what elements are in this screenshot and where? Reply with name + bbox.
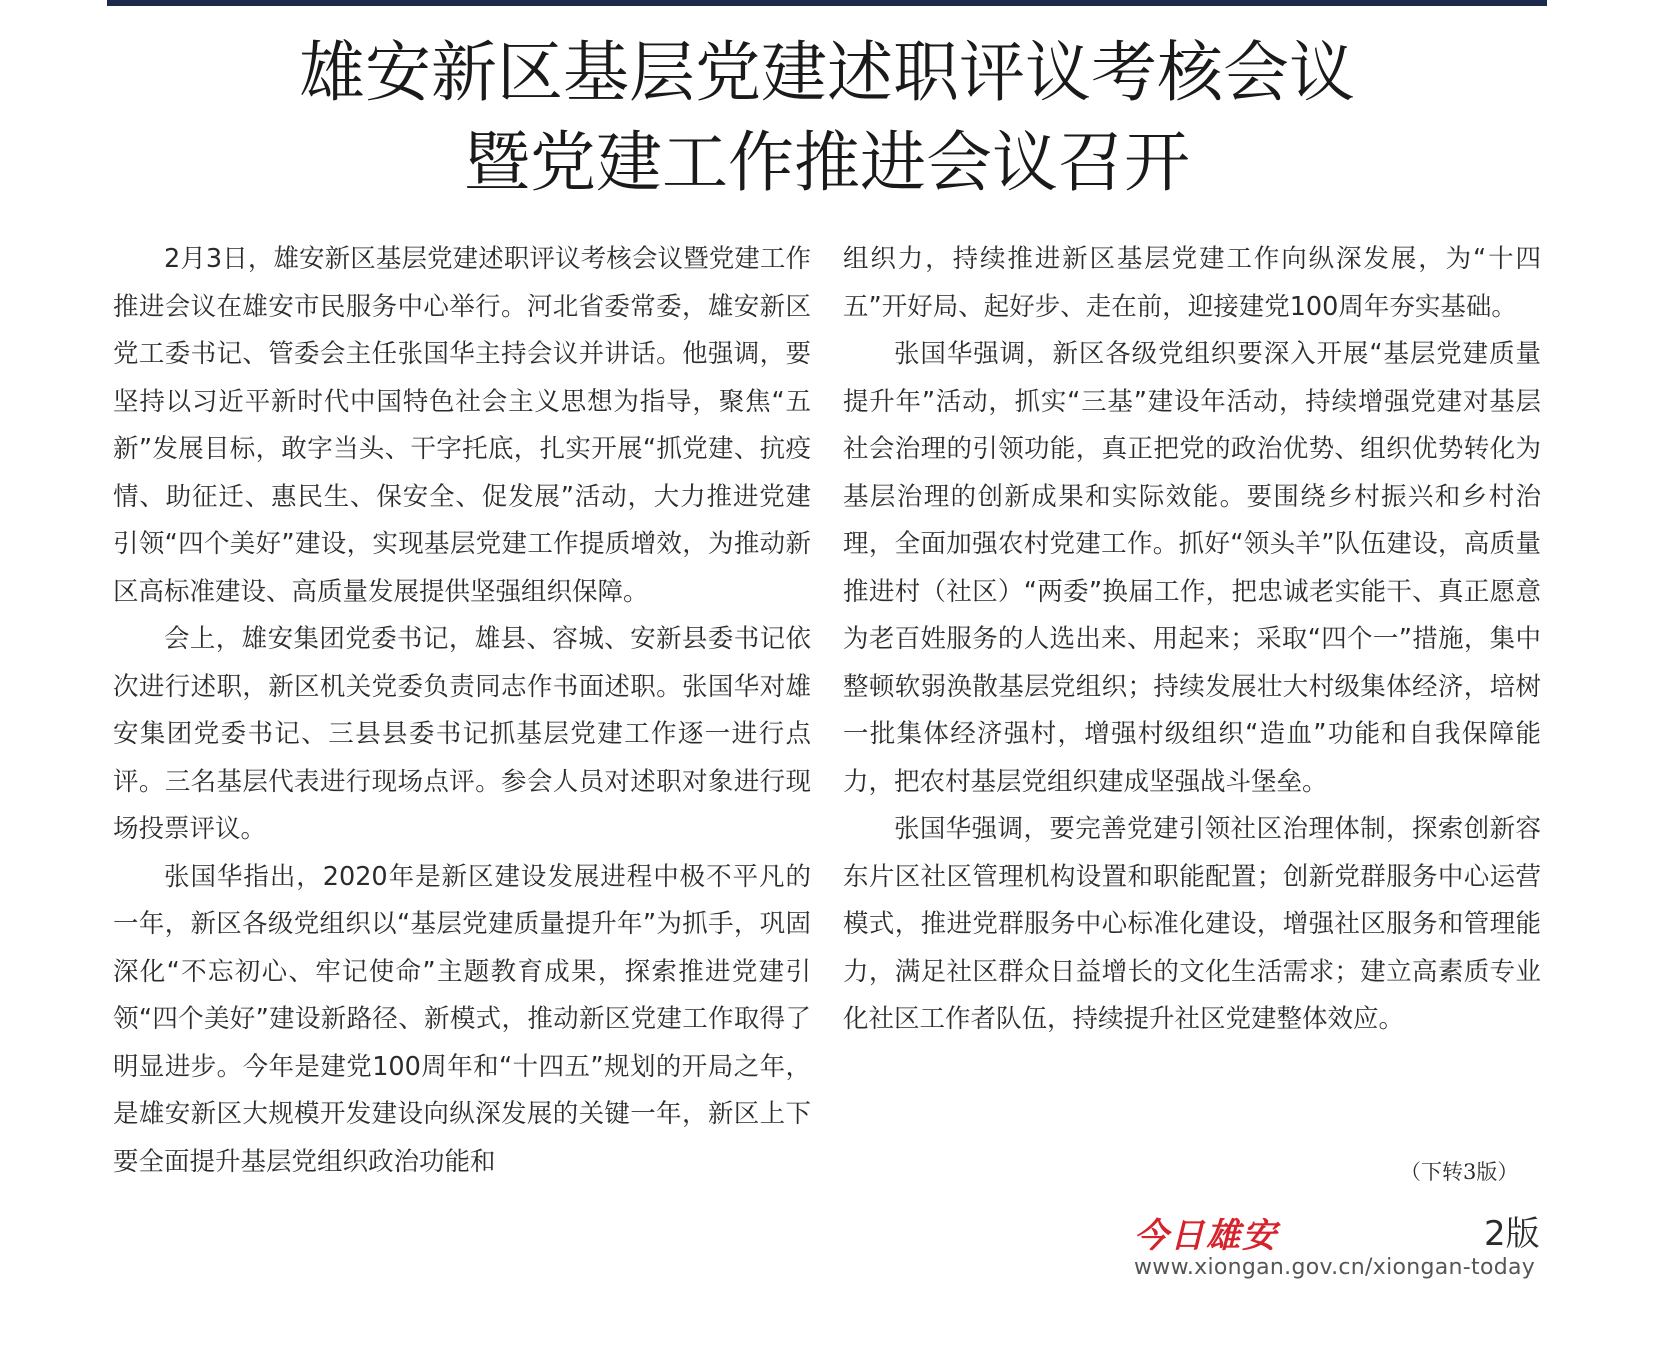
article-column-left [113,236,811,1186]
top-border-bar [107,0,1547,6]
paragraph-4: 张国华强调，新区各级党组织要深入开展“基层党建质量提升年”活动，抓实“三基”建设年活动，持续增强党建对基层社会治理的引领功能，真正把党的政治优势、组织优势转化为基层治理的创新成果和实际效能。要围绕乡村振兴和乡村治理，全面加强农村党建工作。抓好“领头羊”队伍建设，高质量推进村（社区）“两委”换届工作，把忠诚老实能干、真正愿意为老百姓服务的人选出来、用起来；采取“四个一”措施，集中整顿软弱涣散基层党组织；持续发展壮大村级集体经济，培树一批集体经济强村，增强村级组织“造血”功能和自我保障能力，把农村基层党组织建成坚强战斗堡垒。 [843,339,1541,797]
newspaper-masthead-logo: 今日雄安 [1134,1216,1278,1256]
paragraph-2: 会上，雄安集团党委书记，雄县、容城、安新县委书记依次进行述职，新区机关党委负责同志作书面述职。张国华对雄安集团党委书记、三县县委书记抓基层党建工作逐一进行点评。三名基层代表进行现场点评。参会人员对述职对象进行现场投票评议。 [113,624,811,844]
page-number: 2版 [1484,1214,1540,1254]
paragraph-1: 2月3日，雄安新区基层党建述职评议考核会议暨党建工作推进会议在雄安市民服务中心举行。河北省委常委，雄安新区党工委书记、管委会主任张国华主持会议并讲话。他强调，要坚持以习近平新时代中国特色社会主义思想为指导，聚焦“五新”发展目标，敢字当头、干字托底，扎实开展“抓党建、抗疫情、助征迁、惠民生、保安全、促发展”活动，大力推进党建引领“四个美好”建设，实现基层党建工作提质增效，为推动新区高标准建设、高质量发展提供坚强组织保障。 [113,244,811,607]
headline-line-2: 暨党建工作推进会议召开 [464,124,1190,201]
paragraph-3-continued: 组织力，持续推进新区基层党建工作向纵深发展，为“十四五”开好局、起好步、走在前，迎接建党100周年夯实基础。 [843,244,1541,322]
article-headline [107,28,1547,208]
paragraph-5: 张国华强调，要完善党建引领社区治理体制，探索创新容东片区社区管理机构设置和职能配置；创新党群服务中心运营模式，推进党群服务中心标准化建设，增强社区服务和管理能力，满足社区群众日益增长的文化生活需求；建立高素质专业化社区工作者队伍，持续提升社区党建整体效应。 [843,814,1541,1034]
continued-on-page-note: （下转3版） [1400,1160,1519,1184]
article-column-right [843,236,1541,1044]
headline-line-1: 雄安新区基层党建述职评议考核会议 [299,34,1355,111]
website-url: www.xiongan.gov.cn/xiongan-today [1134,1255,1536,1280]
paragraph-3: 张国华指出，2020年是新区建设发展进程中极不平凡的一年，新区各级党组织以“基层党建质量提升年”为抓手，巩固深化“不忘初心、牢记使命”主题教育成果，探索推进党建引领“四个美好”建设新路径、新模式，推动新区党建工作取得了明显进步。今年是建党100周年和“十四五”规划的开局之年，是雄安新区大规模开发建设向纵深发展的关键一年，新区上下要全面提升基层党组织政治功能和 [113,861,811,1177]
